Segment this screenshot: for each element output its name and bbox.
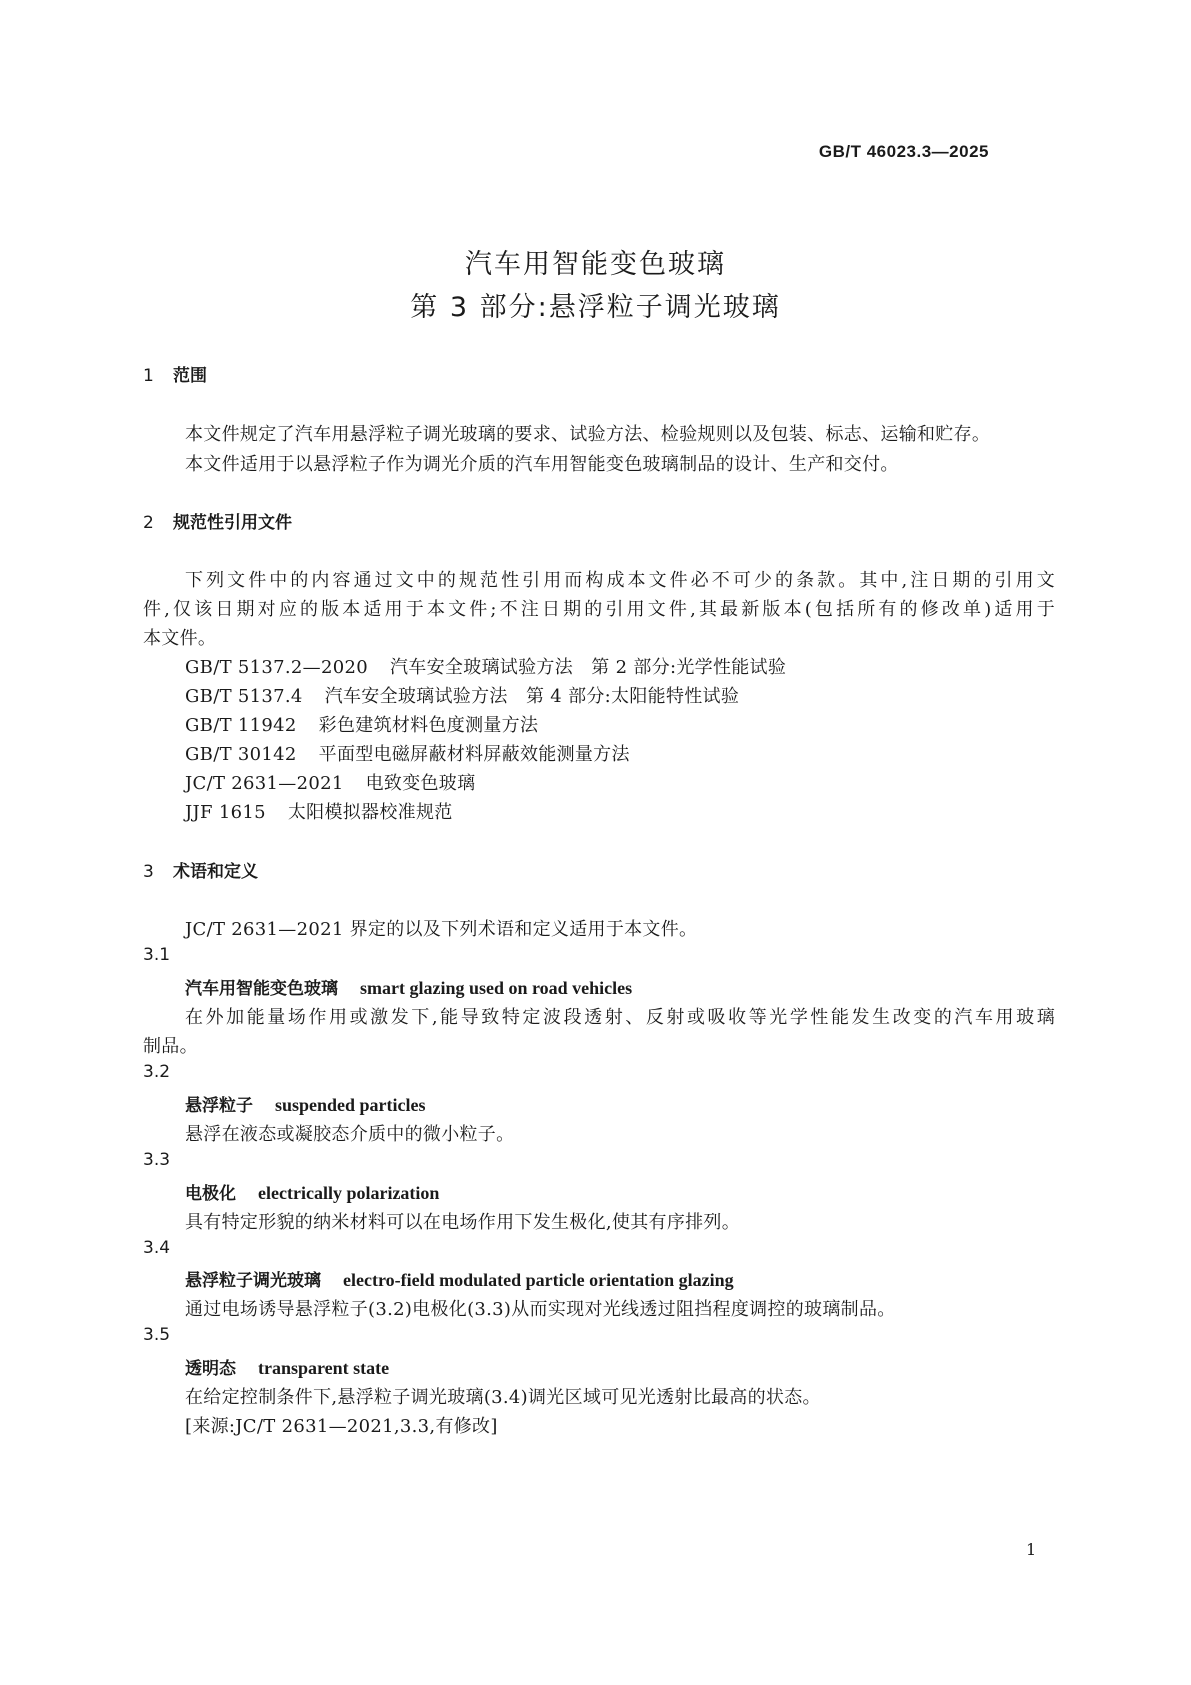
reference-title: 电致变色玻璃: [365, 773, 476, 794]
term-heading: [185, 1091, 426, 1116]
reference-code: GB/T 11942: [185, 715, 297, 736]
term-zh: 透明态: [185, 1359, 236, 1379]
term-heading: [185, 1266, 734, 1291]
section-number: 1: [143, 366, 154, 386]
reference-item: [185, 711, 538, 737]
term-number: 3.1: [143, 945, 171, 965]
term-number: 3.3: [143, 1150, 171, 1170]
reference-title: 汽车安全玻璃试验方法 第 2 部分:光学性能试验: [390, 657, 787, 678]
term-zh: 悬浮粒子调光玻璃: [185, 1271, 321, 1291]
term-en: electro-field modulated particle orientation glazing: [343, 1270, 734, 1290]
term-heading: [185, 1179, 439, 1204]
term-definition-line: 通过电场诱导悬浮粒子(3.2)电极化(3.3)从而实现对光线透过阻挡程度调控的玻璃制品。: [185, 1299, 896, 1320]
section-number: 3: [143, 862, 154, 882]
term-number: 3.5: [143, 1325, 171, 1345]
term-heading: [185, 1354, 389, 1379]
page-number: 1: [1026, 1540, 1037, 1559]
section-title: 术语和定义: [173, 862, 258, 882]
reference-code: JJF 1615: [185, 802, 266, 823]
term-definition-line: 在给定控制条件下,悬浮粒子调光玻璃(3.4)调光区域可见光透射比最高的状态。: [185, 1387, 821, 1408]
paragraph: 本文件规定了汽车用悬浮粒子调光玻璃的要求、试验方法、检验规则以及包装、标志、运输和贮存。: [185, 424, 991, 445]
paragraph: JC/T 2631—2021 界定的以及下列术语和定义适用于本文件。: [185, 919, 698, 940]
term-zh: 电极化: [185, 1184, 236, 1204]
reference-code: GB/T 5137.4: [185, 686, 303, 707]
term-number: 3.4: [143, 1238, 171, 1258]
term-definition-line: 悬浮在液态或凝胶态介质中的微小粒子。: [185, 1124, 515, 1145]
term-heading: [185, 974, 632, 999]
section-title: 规范性引用文件: [173, 513, 292, 533]
document-title-line2: 第 3 部分:悬浮粒子调光玻璃: [410, 292, 781, 323]
paragraph-line: 本文件。: [143, 628, 217, 649]
term-number: 3.2: [143, 1062, 171, 1082]
paragraph: 本文件适用于以悬浮粒子作为调光介质的汽车用智能变色玻璃制品的设计、生产和交付。: [185, 454, 899, 475]
section-3-heading: [143, 857, 258, 882]
term-en: suspended particles: [275, 1095, 426, 1115]
term-en: smart glazing used on road vehicles: [360, 978, 633, 998]
section-number: 2: [143, 513, 154, 533]
reference-item: [185, 769, 475, 795]
term-zh: 汽车用智能变色玻璃: [185, 979, 338, 999]
reference-title: 汽车安全玻璃试验方法 第 4 部分:太阳能特性试验: [324, 686, 740, 707]
reference-code: JC/T 2631—2021: [185, 773, 344, 794]
reference-item: [185, 740, 630, 766]
term-source: [来源:JC/T 2631—2021,3.3,有修改]: [185, 1416, 498, 1437]
reference-item: [185, 798, 453, 824]
term-definition-line: 制品。: [143, 1036, 198, 1057]
paragraph-line: 件,仅该日期对应的版本适用于本文件;不注日期的引用文件,其最新版本(包括所有的修改单)适用于: [143, 599, 1055, 620]
document-title-line1: 汽车用智能变色玻璃: [465, 249, 726, 280]
reference-item: [185, 682, 739, 708]
term-en: transparent state: [258, 1358, 390, 1378]
reference-title: 彩色建筑材料色度测量方法: [318, 715, 539, 736]
term-definition-line: 具有特定形貌的纳米材料可以在电场作用下发生极化,使其有序排列。: [185, 1212, 741, 1233]
reference-code: GB/T 5137.2—2020: [185, 657, 368, 678]
standard-number: GB/T 46023.3—2025: [818, 142, 989, 161]
section-title: 范围: [173, 366, 207, 386]
section-1-heading: [143, 361, 207, 386]
reference-title: 太阳模拟器校准规范: [287, 802, 453, 823]
term-zh: 悬浮粒子: [185, 1096, 253, 1116]
term-en: electrically polarization: [258, 1183, 440, 1203]
reference-code: GB/T 30142: [185, 744, 297, 765]
reference-title: 平面型电磁屏蔽材料屏蔽效能测量方法: [318, 744, 630, 765]
paragraph-line: 下列文件中的内容通过文中的规范性引用而构成本文件必不可少的条款。其中,注日期的引用文: [185, 570, 1055, 591]
term-definition-line: 在外加能量场作用或激发下,能导致特定波段透射、反射或吸收等光学性能发生改变的汽车用玻璃: [185, 1007, 1055, 1028]
reference-item: [185, 653, 786, 679]
section-2-heading: [143, 508, 292, 533]
